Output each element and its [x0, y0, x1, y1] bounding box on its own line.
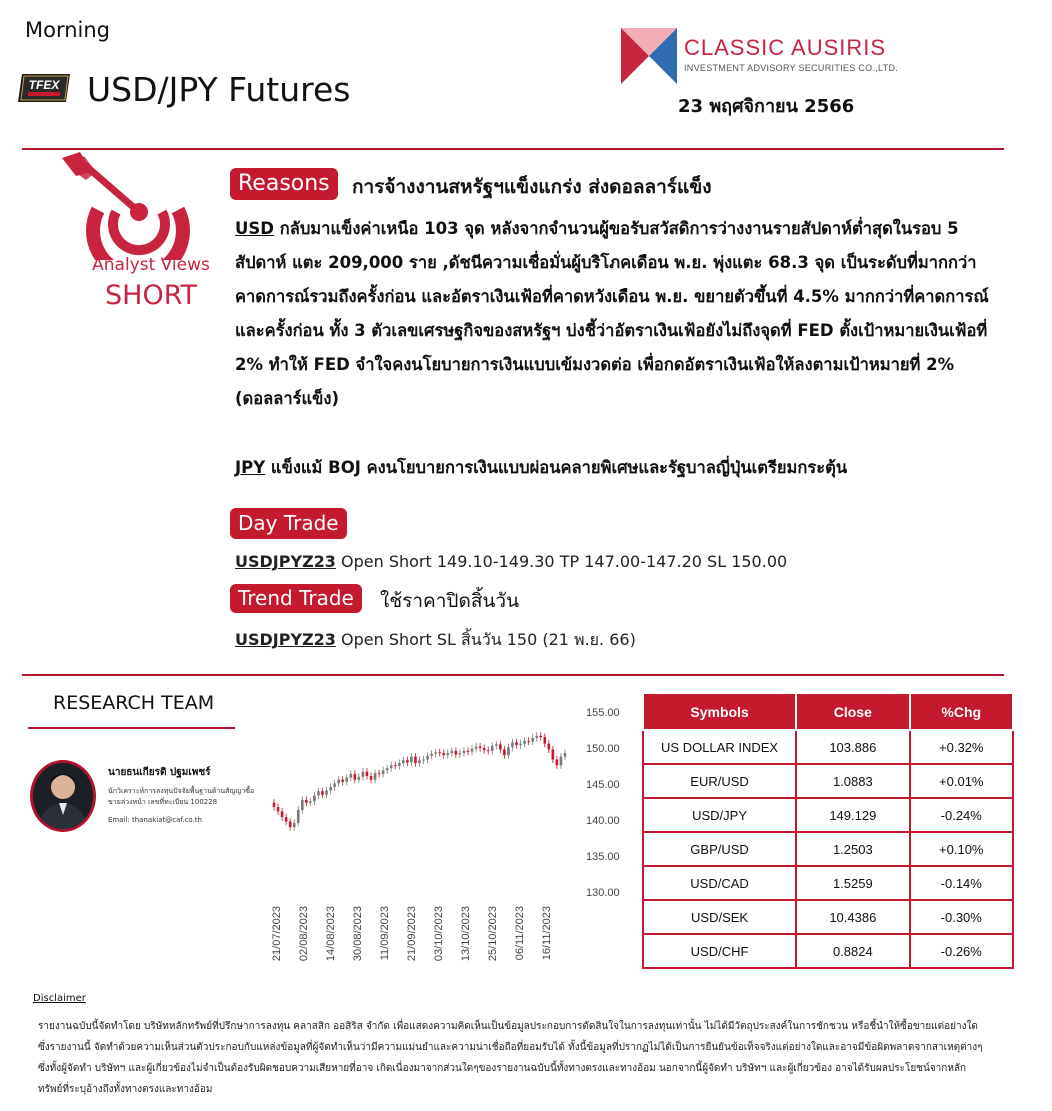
candle-body [402, 760, 405, 763]
x-tick-label: 21/07/2023 [271, 906, 283, 962]
chg-cell: -0.30% [910, 900, 1013, 934]
candle-body [507, 747, 510, 755]
candle-body [467, 751, 470, 752]
y-tick-label: 135.00 [586, 851, 620, 863]
symbol-cell: GBP/USD [643, 832, 796, 866]
disclaimer-title: Disclaimer [33, 993, 86, 1004]
candle-body [459, 753, 462, 754]
col-symbols: Symbols [643, 693, 796, 730]
candle-body [446, 753, 449, 755]
trend-trade-tag: Trend Trade [230, 584, 362, 613]
candle-body [305, 800, 308, 803]
chg-cell: +0.01% [910, 764, 1013, 798]
usd-text: กลับมาแข็งค่าเหนือ 103 จุด หลังจากจำนวนผู้ขอรับสวัสดิการว่างงานรายสัปดาห์ต่ำสุดในรอบ 5 สัปดาห์ แตะ 209,000 ราย ,ดัชนีความเชื่อมั่นผู้บริโภคเดือน พ.ย. พุ่งแตะ 68.3 จุด เป็นระดับที่มากกว่าคาดการณ์รวมถึงครั้งก่อน และอัตราเงินเฟ้อที่คาดหวังเดือน พ.ย. ขยายตัวขึ้นที่ 4.5% มากกว่าที่คาดการณ์และครั้งก่อน ทั้ง 3 ตัวเลขเศรษฐกิจของสหรัฐฯ บ่งชี้ว่าอัตราเงินเฟ้อยังไม่ถึงจุดที่ FED ตั้งเป้าหมายเงินเฟ้อที่ 2% ทำให้ FED จำใจคงนโยบายการเงินแบบเข้มงวดต่อ เพื่อกดอัตราเงินเฟ้อให้ลงตามเป้าหมายที่ 2% (ดอลลาร์แข็ง) [235, 219, 989, 408]
y-tick-label: 150.00 [586, 743, 620, 755]
candle-body [426, 756, 429, 760]
candle-body [527, 741, 530, 742]
avatar [30, 760, 96, 832]
y-tick-label: 140.00 [586, 815, 620, 827]
candle-body [285, 817, 288, 821]
x-tick-label: 03/10/2023 [433, 906, 445, 962]
jpy-paragraph [235, 451, 995, 485]
candle-body [560, 757, 563, 766]
analyst-call: SHORT [105, 280, 197, 311]
col-close: Close [796, 693, 909, 730]
y-tick-label: 145.00 [586, 779, 620, 791]
candle-body [386, 768, 389, 770]
chg-cell: -0.24% [910, 798, 1013, 832]
trend-trade-line [235, 628, 636, 653]
table-row [643, 798, 1013, 832]
symbol-cell: USD/SEK [643, 900, 796, 934]
candle-body [398, 763, 401, 766]
candle-body [463, 751, 466, 753]
day-trade-line [235, 552, 787, 571]
close-cell: 10.4386 [796, 900, 909, 934]
analyst-views-label: Analyst Views [92, 255, 210, 275]
candle-body [277, 807, 280, 811]
candle-body [293, 823, 296, 827]
day-trade-tag: Day Trade [230, 508, 347, 539]
candle-body [289, 821, 292, 827]
candle-body [414, 757, 417, 763]
reasons-title: การจ้างงานสหรัฐฯแข็งแกร่ง ส่งดอลลาร์แข็ง [352, 176, 712, 198]
candle-body [301, 800, 304, 810]
analyst-name: นายธนเกียรติ ปฐมเพชร์ [108, 767, 211, 778]
candle-body [475, 747, 478, 749]
analyst-email: Email: thanakiat@caf.co.th [108, 816, 202, 824]
candle-body [366, 772, 369, 776]
candle-body [394, 765, 397, 766]
usdjpy-price-chart [262, 700, 632, 975]
candle-body [543, 737, 546, 743]
candle-body [350, 774, 353, 778]
chg-cell: +0.32% [910, 730, 1013, 764]
brand-logo-icon [621, 28, 677, 84]
candle-body [430, 754, 433, 756]
research-team-underline [28, 727, 235, 729]
candle-body [382, 770, 385, 774]
candle-body [564, 753, 567, 757]
tfex-logo [18, 70, 74, 106]
candle-body [362, 772, 365, 777]
x-tick-label: 11/09/2023 [379, 906, 391, 961]
candle-body [358, 777, 361, 780]
close-cell: 0.8824 [796, 934, 909, 968]
x-tick-label: 06/11/2023 [514, 906, 526, 961]
col-chg: %Chg [910, 693, 1013, 730]
trend-trade-detail: Open Short SL สิ้นวัน 150 (21 พ.ย. 66) [335, 630, 636, 649]
section-divider [22, 674, 1004, 676]
disclaimer-text: รายงานฉบับนี้จัดทำโดย บริษัทหลักทรัพย์ที่ปรึกษาการลงทุน คลาสสิก ออสิริส จำกัด เพื่อแสดงความคิดเห็นเป็นข้อมูลประกอบการตัดสินใจในการลงทุนเท่านั้น ไม่ได้มีวัตถุประสงค์ในการชักชวน หรือชี้นำให้ซื้อขายแต่อย่างใด ซึ่งรายงานนี้ จัดทำด้วยความเห็นส่วนตัวประกอบกับแหล่งข้อมูลที่ผู้จัดทำเห็นว่ามีความแม่นยำและความน่าเชื่อถือที่ยอมรับได้ ทั้งนี้ข้อมูลที่ปรากฏไม่ได้เป็นการยืนยันข้อเท็จจริงแต่อย่างใดและอาจมีข้อผิดพลาดจากสาเหตุต่างๆ ซึ่งทั้งผู้จัดทำ บริษัทฯ และผู้เกี่ยวข้องไม่จำเป็นต้องรับผิดชอบความเสียหายที่อาจ เกิดเนื่องมาจากส่วนใดๆของรายงานฉบับนี้ทั้งทางตรงและทางอ้อม นอกจากนี้ผู้จัดทำ บริษัทฯ และผู้เกี่ยวข้อง อาจได้รับผลประโยชน์จากหลักทรัพย์ที่ระบุอ้างถึงทั้งทางตรงและทางอ้อม [38, 1021, 983, 1095]
candle-body [329, 787, 332, 791]
report-date: 23 พฤศจิกายน 2566 [678, 96, 855, 117]
symbol-cell: USD/JPY [643, 798, 796, 832]
symbol-cell: USD/CHF [643, 934, 796, 968]
quotes-table [642, 692, 1014, 969]
candle-body [442, 753, 445, 755]
candle-body [325, 790, 328, 794]
page-title: USD/JPY Futures [87, 70, 351, 109]
target-dart-icon [58, 150, 218, 260]
candle-body [374, 773, 377, 779]
candle-body [390, 765, 393, 768]
candle-body [499, 744, 502, 749]
candle-body [495, 744, 498, 745]
candle-body [309, 801, 312, 802]
close-cell: 103.886 [796, 730, 909, 764]
candle-body [515, 742, 518, 745]
close-cell: 1.5259 [796, 866, 909, 900]
candle-body [317, 791, 320, 795]
candle-body [523, 741, 526, 744]
candle-body [337, 780, 340, 784]
x-tick-label: 14/08/2023 [325, 906, 337, 962]
table-row [643, 900, 1013, 934]
chg-cell: -0.26% [910, 934, 1013, 968]
x-tick-label: 25/10/2023 [487, 906, 499, 962]
table-row [643, 866, 1013, 900]
candle-body [313, 796, 316, 802]
candle-body [378, 773, 381, 774]
candle-body [297, 810, 300, 823]
candle-body [422, 760, 425, 761]
candle-body [511, 742, 514, 747]
candle-body [438, 752, 441, 753]
candle-body [479, 747, 482, 748]
tfex-logo-text: TFEX [28, 78, 60, 92]
candle-body [519, 744, 522, 745]
usd-paragraph [235, 212, 995, 416]
jpy-label: JPY [235, 458, 266, 477]
candle-body [455, 751, 458, 755]
candle-body [354, 774, 357, 780]
chg-cell: -0.14% [910, 866, 1013, 900]
candle-body [487, 750, 490, 751]
close-cell: 1.2503 [796, 832, 909, 866]
reasons-tag: Reasons [230, 168, 338, 200]
candle-body [556, 760, 559, 766]
candle-body [406, 760, 409, 762]
close-cell: 1.0883 [796, 764, 909, 798]
candle-body [341, 780, 344, 782]
x-tick-label: 16/11/2023 [541, 906, 553, 961]
quotes-header-row [643, 693, 1013, 730]
jpy-text: แข็งแม้ BOJ คงนโยบายการเงินแบบผ่อนคลายพิเศษและรัฐบาลญี่ปุ่นเตรียมกระตุ้น [265, 458, 848, 477]
candle-body [552, 749, 555, 759]
candle-body [548, 744, 551, 750]
x-tick-label: 30/08/2023 [352, 906, 364, 962]
brand-name: CLASSIC AUSIRIS [684, 35, 887, 60]
candle-body [333, 783, 336, 787]
candle-body [451, 751, 454, 753]
x-tick-label: 21/09/2023 [406, 906, 418, 962]
candle-body [531, 738, 534, 742]
trend-trade-note: ใช้ราคาปิดสิ้นวัน [380, 590, 520, 612]
candle-body [273, 803, 276, 807]
research-team-title: RESEARCH TEAM [53, 692, 215, 714]
day-trade-detail: Open Short 149.10-149.30 TP 147.00-147.20 SL 150.00 [335, 552, 788, 571]
candle-body [434, 752, 437, 753]
session-label: Morning [25, 18, 111, 42]
analyst-role: นักวิเคราะห์การลงทุนปัจจัยพื้นฐานด้านสัญญาซื้อขายล่วงหน้า เลขที่ทะเบียน 100228 [108, 787, 255, 806]
day-trade-symbol: USDJPYZ23 [235, 552, 336, 571]
candle-body [410, 757, 413, 763]
table-row [643, 832, 1013, 866]
symbol-cell: USD/CAD [643, 866, 796, 900]
usd-label: USD [235, 219, 274, 238]
candle-body [503, 749, 506, 755]
table-row [643, 730, 1013, 764]
candle-body [370, 776, 373, 780]
chg-cell: +0.10% [910, 832, 1013, 866]
symbol-cell: EUR/USD [643, 764, 796, 798]
x-tick-label: 13/10/2023 [460, 906, 472, 962]
candle-body [418, 760, 421, 763]
candle-body [471, 749, 474, 752]
candle-body [491, 746, 494, 751]
trend-trade-symbol: USDJPYZ23 [235, 630, 336, 649]
brand-subtitle: INVESTMENT ADVISORY SECURITIES CO.,LTD. [684, 63, 899, 73]
candle-body [281, 811, 284, 817]
candle-body [535, 736, 538, 738]
candle-body [321, 791, 324, 795]
table-row [643, 764, 1013, 798]
table-row [643, 934, 1013, 968]
y-tick-label: 155.00 [586, 707, 620, 719]
x-tick-label: 02/08/2023 [298, 906, 310, 962]
y-tick-label: 130.00 [586, 887, 620, 899]
close-cell: 149.129 [796, 798, 909, 832]
candle-body [539, 736, 542, 737]
candle-body [483, 748, 486, 750]
symbol-cell: US DOLLAR INDEX [643, 730, 796, 764]
candle-body [345, 778, 348, 782]
